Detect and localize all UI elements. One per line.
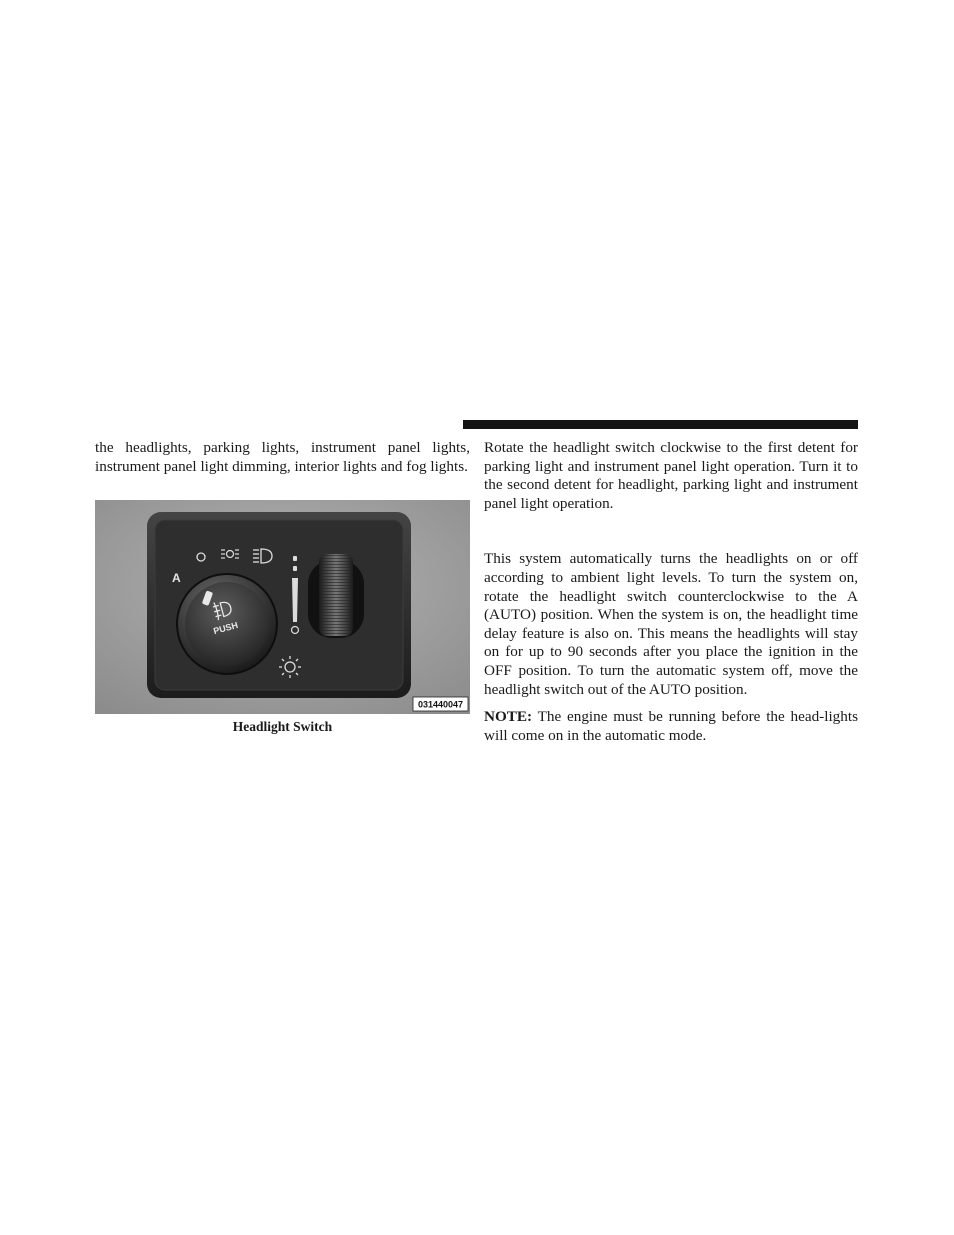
rotate-instructions-paragraph: Rotate the headlight switch clockwise to the first detent for parking light and instrument panel light operation. Turn it to the second detent for headlight, parking light and instrument panel light operation.	[484, 439, 858, 512]
auto-label: A	[172, 571, 181, 585]
section-header-rule	[463, 420, 858, 429]
note-label: NOTE:	[484, 708, 533, 726]
note-text: The engine must be running before the head-lights will come on in the automatic mode.	[484, 708, 858, 744]
intro-paragraph: the headlights, parking lights, instrument panel lights, instrument panel light dimming, interior lights and fog lights.	[95, 439, 470, 475]
left-column	[95, 439, 470, 476]
note-paragraph	[484, 708, 858, 745]
push-label: PUSH	[212, 619, 240, 637]
dimmer-thumbwheel	[308, 554, 364, 638]
automatic-headlights-paragraph: This system automatically turns the headlights on or off according to ambient light levels. To turn the system on, rotate the headlight switch counterclockwise to the A (AUTO) position. When the system is on, the headlight time delay feature is also on. This means the headlights will stay on for up to 90 seconds after you place the ignition in the OFF position. To turn the automatic system off, move the headlight switch out of the AUTO position.	[484, 550, 858, 698]
right-column	[484, 439, 858, 745]
headlight-switch-figure	[95, 500, 470, 714]
headlight-rotary-knob	[177, 574, 277, 674]
figure-caption: Headlight Switch	[232, 719, 333, 734]
image-code: 031440047	[417, 699, 464, 710]
